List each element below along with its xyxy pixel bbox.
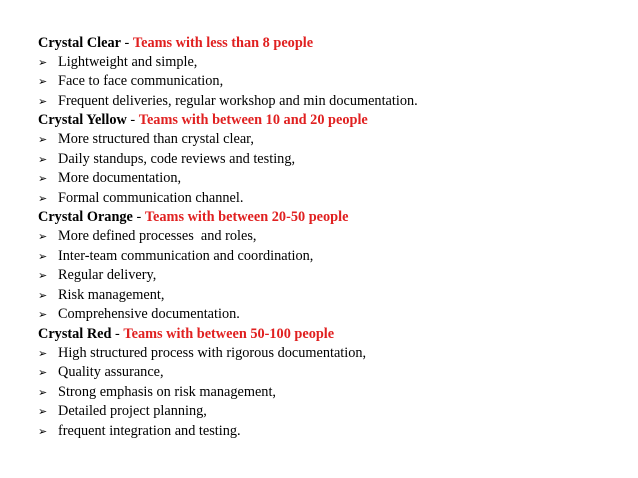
list-item-text: Comprehensive documentation. xyxy=(58,306,240,323)
list-item xyxy=(38,286,628,306)
list-item-text: Quality assurance, xyxy=(58,364,164,381)
section-subtitle: Teams with less than 8 people xyxy=(132,35,314,51)
list-item-text: Inter-team communication and coordination, xyxy=(58,247,314,264)
arrow-bullet-icon: ➢ xyxy=(38,172,48,186)
arrow-bullet-icon: ➢ xyxy=(38,132,48,146)
list-item xyxy=(38,363,628,383)
arrow-bullet-icon: ➢ xyxy=(38,229,48,243)
list-item xyxy=(38,266,628,286)
arrow-bullet-icon: ➢ xyxy=(38,75,48,89)
section-name: Crystal Yellow xyxy=(38,112,127,129)
list-item-text: Face to face communication, xyxy=(58,73,224,90)
arrow-bullet-icon: ➢ xyxy=(38,346,48,360)
section-subtitle: Teams with between 10 and 20 people xyxy=(138,112,368,129)
arrow-bullet-icon: ➢ xyxy=(38,366,48,380)
list-item xyxy=(38,130,628,150)
list-item xyxy=(38,402,628,422)
arrow-bullet-icon: ➢ xyxy=(38,191,48,205)
section-crystal-red xyxy=(38,325,628,442)
arrow-bullet-icon: ➢ xyxy=(38,152,48,166)
list-item xyxy=(38,227,628,247)
list-item-text: More structured than crystal clear, xyxy=(58,130,254,147)
heading-separator: - xyxy=(111,325,124,342)
list-item-text: Frequent deliveries, regular workshop and min documentation. xyxy=(58,92,418,109)
section-name: Crystal Red xyxy=(38,325,112,342)
arrow-bullet-icon: ➢ xyxy=(38,94,48,108)
section-heading xyxy=(38,208,628,227)
arrow-bullet-icon: ➢ xyxy=(38,308,48,322)
section-heading xyxy=(38,34,628,53)
arrow-bullet-icon: ➢ xyxy=(38,288,48,302)
heading-separator: - xyxy=(120,35,133,51)
list-item-text: Daily standups, code reviews and testing, xyxy=(58,150,296,167)
list-item-text: High structured process with rigorous documentation, xyxy=(58,344,367,361)
list-item xyxy=(38,189,628,209)
list-item-text: More defined processes and roles, xyxy=(58,227,257,244)
arrow-bullet-icon: ➢ xyxy=(38,249,48,263)
list-item-text: Risk management, xyxy=(58,286,165,303)
arrow-bullet-icon: ➢ xyxy=(38,269,48,283)
list-item xyxy=(38,150,628,170)
section-crystal-orange xyxy=(38,208,628,325)
list-item-text: Strong emphasis on risk management, xyxy=(58,383,276,400)
list-item xyxy=(38,53,628,73)
heading-separator: - xyxy=(132,209,145,226)
section-crystal-clear xyxy=(38,34,628,111)
list-item xyxy=(38,422,628,442)
list-item xyxy=(38,383,628,403)
list-item xyxy=(38,247,628,267)
list-item-text: Detailed project planning, xyxy=(58,403,207,420)
list-item xyxy=(38,169,628,189)
section-heading xyxy=(38,325,628,344)
section-subtitle: Teams with between 50-100 people xyxy=(123,325,335,342)
list-item-text: frequent integration and testing. xyxy=(58,422,241,439)
arrow-bullet-icon: ➢ xyxy=(38,55,48,69)
list-item xyxy=(38,305,628,325)
section-heading xyxy=(38,111,628,130)
section-crystal-yellow xyxy=(38,111,628,208)
section-name: Crystal Clear xyxy=(38,35,121,51)
arrow-bullet-icon: ➢ xyxy=(38,424,48,438)
arrow-bullet-icon: ➢ xyxy=(38,405,48,419)
arrow-bullet-icon: ➢ xyxy=(38,385,48,399)
heading-separator: - xyxy=(126,112,139,129)
list-item xyxy=(38,92,628,112)
list-item-text: Formal communication channel. xyxy=(58,189,244,206)
list-item xyxy=(38,344,628,364)
list-item-text: Lightweight and simple, xyxy=(58,53,198,70)
list-item-text: Regular delivery, xyxy=(58,267,157,284)
slide-content xyxy=(38,34,628,441)
list-item-text: More documentation, xyxy=(58,170,182,187)
section-name: Crystal Orange xyxy=(38,209,133,226)
section-subtitle: Teams with between 20-50 people xyxy=(144,209,349,226)
list-item xyxy=(38,72,628,92)
